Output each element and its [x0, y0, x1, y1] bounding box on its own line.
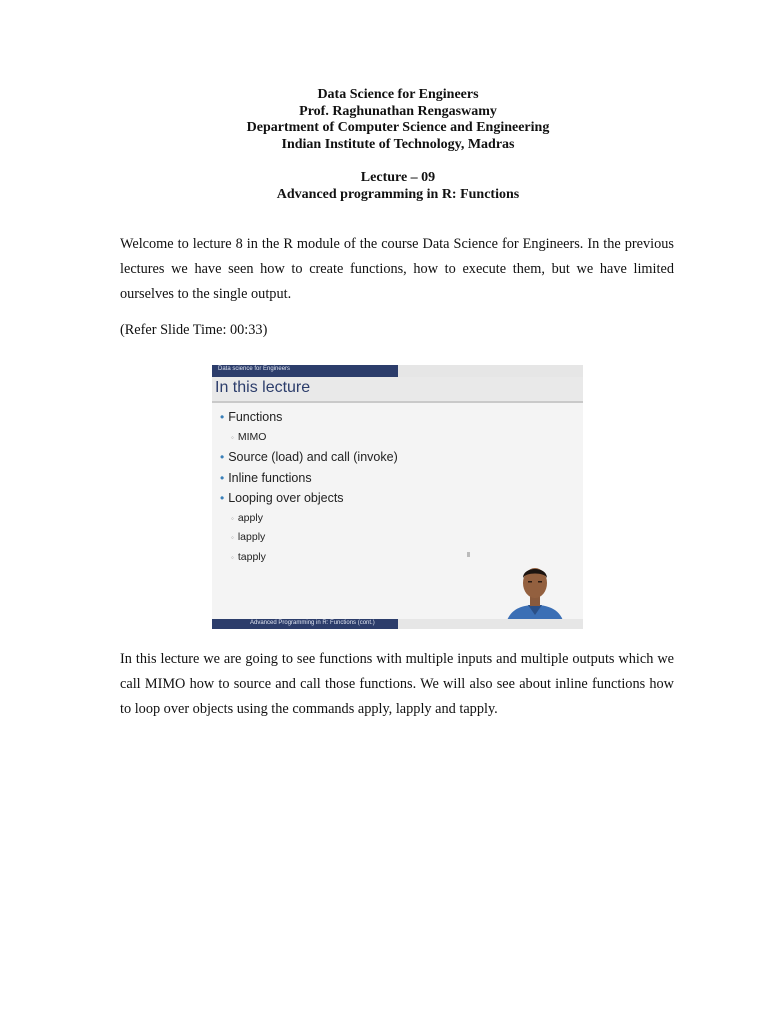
slide-bullet-item [220, 407, 398, 428]
slide-sub-bullet-item [220, 509, 398, 529]
slide-item-text: Inline functions [228, 470, 312, 485]
slide-divider [212, 401, 583, 403]
slide-item-text: apply [237, 511, 263, 524]
sub-bullet-icon: ◦ [231, 513, 234, 523]
slide-footer-label: Advanced Programming in R: Functions (cont.) [250, 620, 375, 626]
slide-top-bar [212, 365, 583, 377]
slide-bullet-item [220, 468, 398, 489]
refer-slide-time: (Refer Slide Time: 00:33) [120, 322, 268, 338]
slide-item-text: Looping over objects [228, 491, 344, 506]
slide-title: In this lecture [215, 379, 311, 396]
document-header [0, 87, 768, 203]
sub-bullet-icon: ◦ [231, 552, 234, 562]
department-name: Department of Computer Science and Engineering [246, 120, 550, 135]
slide-bullet-item [220, 488, 398, 509]
slide-bottom-bar [212, 619, 583, 629]
professor-name: Prof. Raghunathan Rengaswamy [299, 103, 497, 119]
bullet-icon: • [220, 410, 225, 424]
slide-sub-bullet-item [220, 428, 398, 448]
header-spacer [0, 153, 768, 170]
slide-item-text: Functions [228, 410, 283, 424]
slide-item-text: lapply [237, 531, 266, 544]
closing-paragraph: In this lecture we are going to see functions with multiple inputs and multiple outputs which we call MIMO how to source and call those functions. We will also see about inline functions how to loop over objects using the commands apply, lapply and tapply. [120, 651, 674, 717]
slide-sub-bullet-item [220, 528, 398, 548]
slide-sub-bullet-item [220, 548, 398, 568]
lecture-topic: Advanced programming in R: Functions [276, 186, 520, 202]
institute-name: Indian Institute of Technology, Madras [281, 136, 515, 152]
slide-title-bar [212, 377, 583, 401]
slide-course-label: Data science for Engineers [218, 366, 291, 372]
sub-bullet-icon: ◦ [231, 432, 234, 442]
intro-paragraph: Welcome to lecture 8 in the R module of the course Data Science for Engineers. In the previous lectures we have seen how to create functions, how to execute them, but we have limited ourselves to the single output. [120, 236, 674, 302]
bullet-icon: • [220, 491, 225, 506]
slide-bullet-list [220, 407, 398, 567]
lecture-slide-image [212, 365, 583, 629]
slide-bullet-item [220, 447, 398, 468]
mouse-cursor-icon [467, 552, 470, 557]
bullet-icon: • [220, 450, 225, 465]
slide-item-text: MIMO [237, 430, 267, 443]
course-title: Data Science for Engineers [317, 87, 479, 102]
lecture-number: Lecture – 09 [360, 170, 436, 185]
slide-item-text: tapply [237, 550, 266, 563]
bullet-icon: • [220, 470, 225, 485]
slide-item-text: Source (load) and call (invoke) [228, 450, 398, 465]
sub-bullet-icon: ◦ [231, 533, 234, 543]
